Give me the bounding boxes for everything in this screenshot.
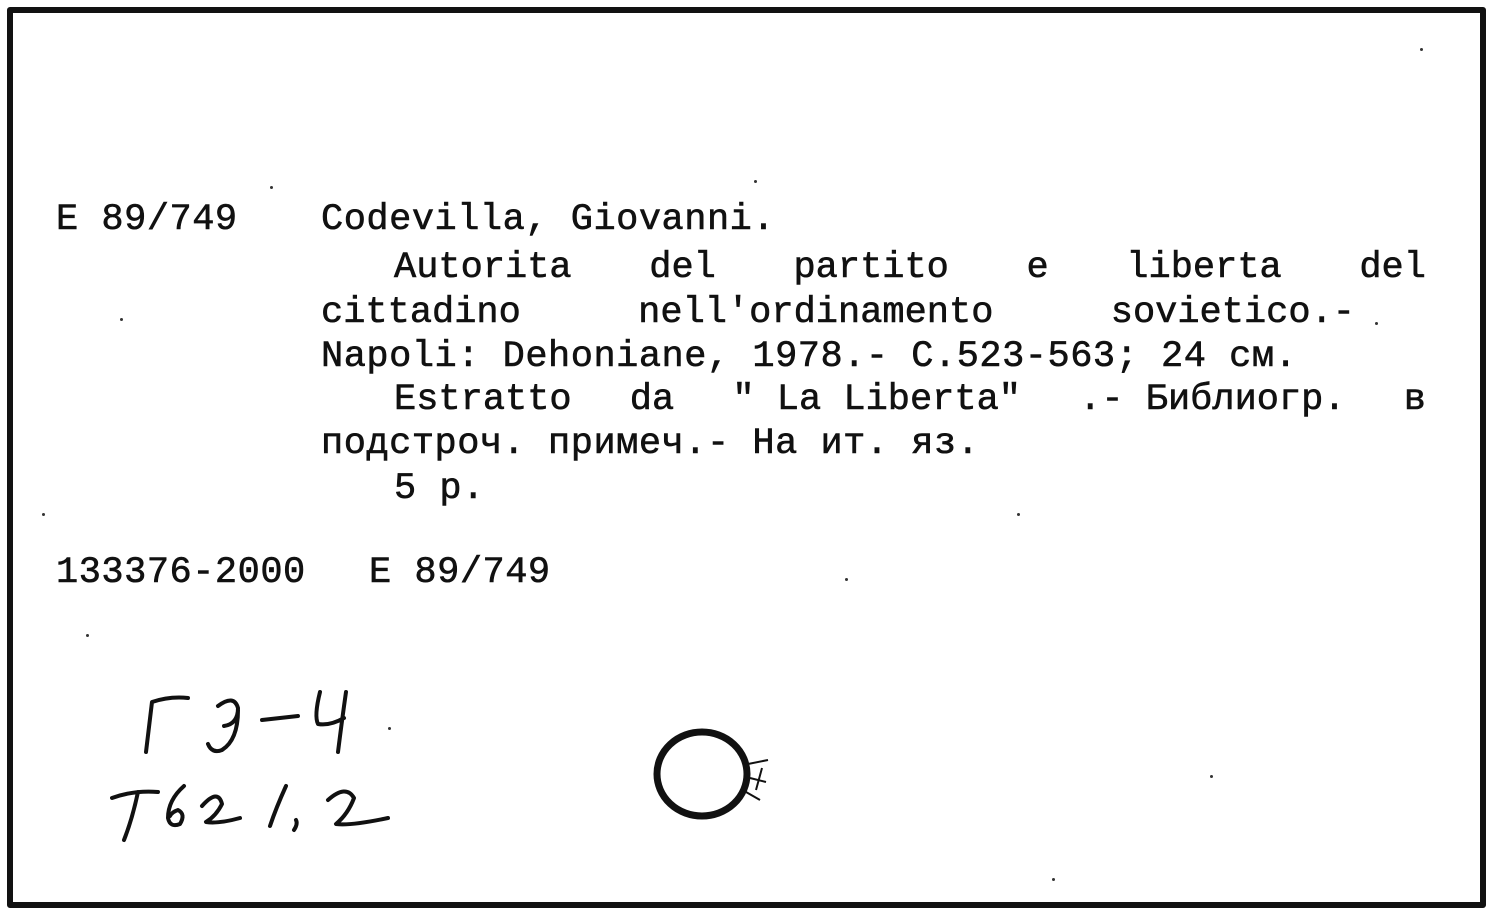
scan-speck xyxy=(754,180,757,183)
inventory-number: 133376-2000 xyxy=(56,552,306,594)
note-word: .- Библиогр. xyxy=(1079,379,1346,421)
scan-speck xyxy=(120,318,123,321)
card-hole xyxy=(650,720,790,830)
title-word: cittadino xyxy=(321,292,521,334)
call-number-bottom: E 89/749 xyxy=(369,552,551,594)
note-line-2: подстроч. примеч.- На ит. яз. xyxy=(321,423,980,465)
note-word: в xyxy=(1403,379,1426,421)
note-word: Estratto xyxy=(394,379,572,421)
note-word: da xyxy=(629,379,675,421)
scan-speck xyxy=(1420,48,1423,51)
title-line-1 xyxy=(394,246,1426,290)
title-word: sovietico.- xyxy=(1110,292,1355,334)
title-word: Autorita xyxy=(394,247,572,289)
title-word: liberta xyxy=(1126,247,1282,289)
scan-speck xyxy=(388,727,391,730)
scan-speck xyxy=(42,513,45,516)
scan-speck xyxy=(1375,322,1378,325)
title-word: e xyxy=(1026,247,1049,289)
imprint-line: Napoli: Dehoniane, 1978.- C.523-563; 24 см. xyxy=(321,336,1298,378)
scan-speck xyxy=(845,578,848,581)
call-number: E 89/749 xyxy=(56,199,238,241)
price: 5 р. xyxy=(394,468,485,510)
title-word: del xyxy=(1359,247,1426,289)
note-word: " La Liberta" xyxy=(732,379,1021,421)
title-word: partito xyxy=(793,247,949,289)
handwritten-shelf-code xyxy=(130,680,370,760)
scan-speck xyxy=(1210,775,1213,778)
title-word: nell'ordinamento xyxy=(638,292,994,334)
scan-speck xyxy=(1017,513,1020,516)
title-line-2 xyxy=(321,291,1355,335)
handwritten-classification xyxy=(110,770,410,850)
scan-speck xyxy=(86,634,89,637)
title-word: del xyxy=(649,247,716,289)
author-heading: Codevilla, Giovanni. xyxy=(321,199,776,241)
note-line-1 xyxy=(394,378,1426,422)
scan-speck xyxy=(270,186,273,189)
scan-speck xyxy=(1052,878,1055,881)
